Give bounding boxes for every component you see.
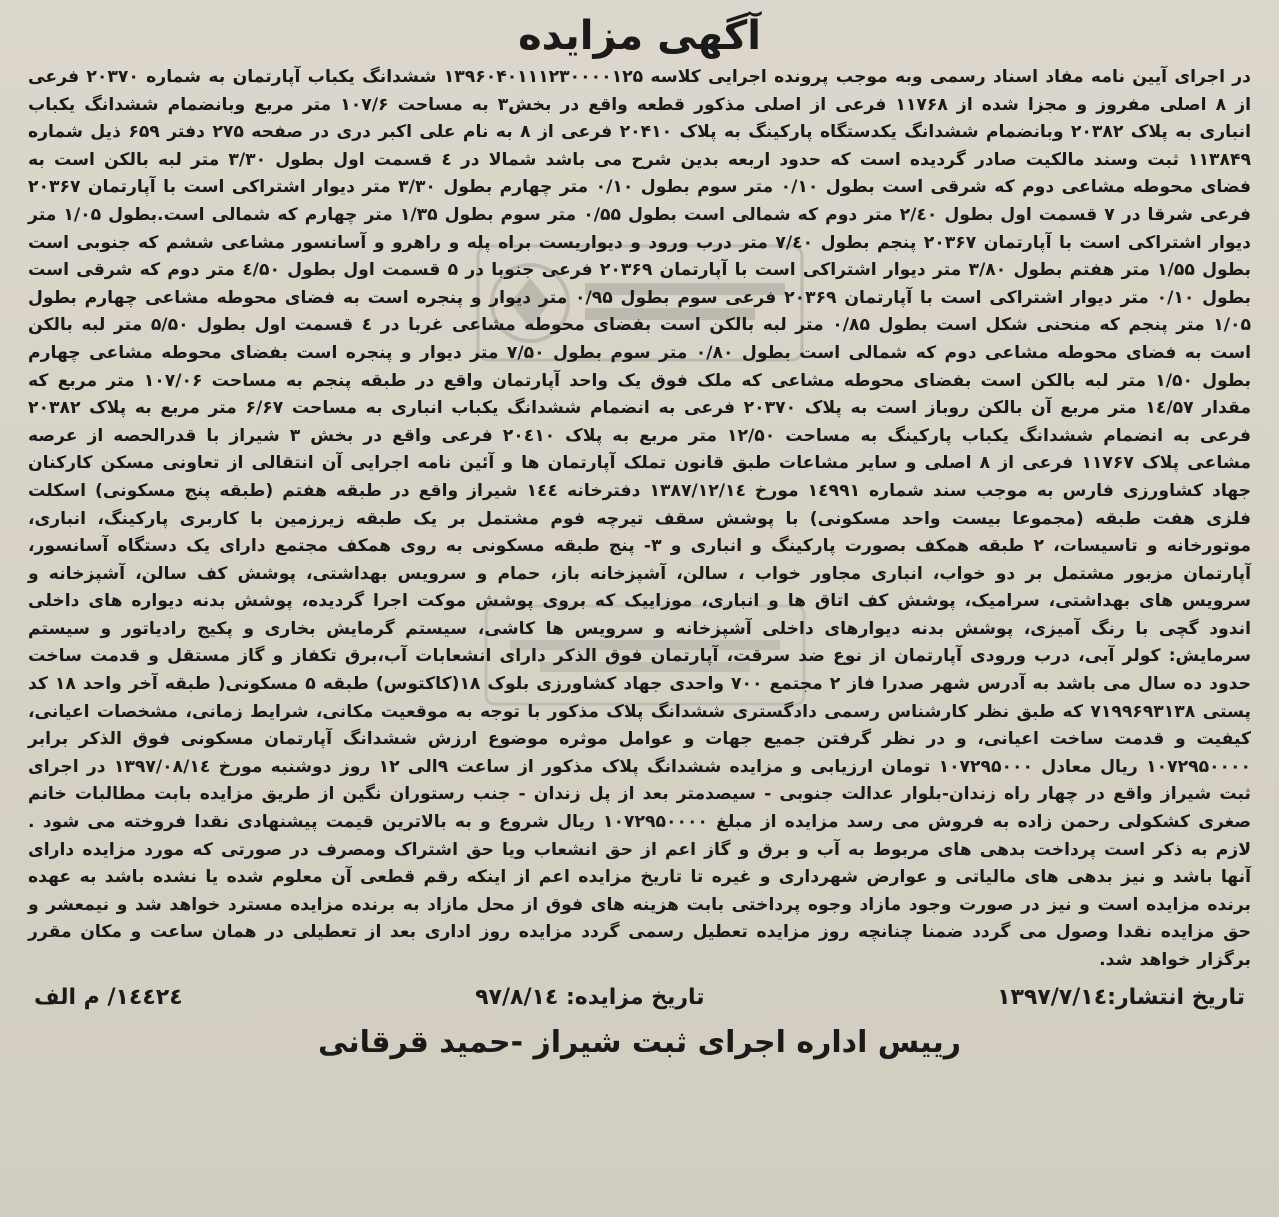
notice-footer: [28, 983, 1251, 1013]
notice-title: آگهی مزایده: [518, 13, 761, 59]
reference-number: ۱٤٤۲٤/ م الف: [34, 984, 183, 1010]
notice-body: در اجرای آیین نامه مفاد اسناد رسمی وبه موجب پرونده اجرایی کلاسه ۱۳۹۶۰۴۰۱۱۱۲۳۰۰۰۰۱۲۵ ششدانگ یکباب آپارتمان به شماره ۲۰۳۷۰ فرعی از ۸ اصلی مفروز و مجزا شده از ۱۱۷۶۸ فرعی از اصلی مذکور قطعه واقع در بخش۳ به مساحت ۱۰۷/۶ متر مربع وبانضمام ششدانگ یکباب انباری به پلاک ۲۰۳۸۲ وبانضمام ششدانگ یکدستگاه پارکینگ به پلاک ۲۰۴۱۰ فرعی از ۸ به نام علی اکبر دری در صفحه ۲۷۵ دفتر ۶۵۹ ذیل شماره ۱۱۳۸۴۹ ثبت وسند مالکیت صادر گردیده است که حدود اربعه بدین شرح می باشد شمالا در ٤ قسمت اول بطول ۳/۳۰ متر لبه بالکن است به فضای محوطه مشاعی دوم که شرقی است بطول ۰/۱۰ متر سوم بطول ۰/۱۰ متر چهارم بطول ۳/۳۰ متر دیوار اشتراکی است با آپارتمان ۲۰۳۶۷ فرعی شرقا در ۷ قسمت اول بطول ۲/٤۰ متر دوم که شمالی است بطول ۰/۵۵ متر سوم بطول ۱/۳۵ متر چهارم که شمالی است.بطول ۱/۰۵ متر دیوار اشتراکی است با آپارتمان ۲۰۳۶۷ پنجم بطول ۷/٤۰ متر درب ورود و دیواریست براه پله و راهرو و آسانسور مشاعی ششم که جنوبی است بطول ۱/۵۵ متر هفتم بطول ۳/۸۰ متر دیوار اشتراکی است با آپارتمان ۲۰۳۶۹ فرعی جنوبا در ۵ قسمت اول بطول ٤/۵۰ متر دوم که شرقی است بطول ۰/۱۰ متر دیوار اشتراکی است با آپارتمان ۲۰۳۶۹ فرعی سوم بطول ۰/۹۵ متر دیوار و پنجره است به فضای محوطه مشاعی چهارم بطول ۱/۰۵ متر پنجم که منحنی شکل است بطول ۰/۸۵ متر لبه بالکن است بفضای محوطه مشاعی غربا در ٤ قسمت اول بطول ۵/۵۰ متر لبه بالکن است به فضای محوطه مشاعی دوم که شمالی است بطول ۰/۸۰ متر سوم بطول ۷/۵۰ متر دیوار و پنجره است بفضای محوطه مشاعی چهارم بطول ۱/۵۰ متر لبه بالکن است بفضای محوطه مشاعی که ملک فوق یک واحد آپارتمان واقع در طبقه پنجم به مساحت ۱۰۷/۰۶ متر مربع که مقدار ۱٤/۵۷ متر مربع آن بالکن روباز است به پلاک ۲۰۳۷۰ فرعی به انضمام ششدانگ یکباب انباری به مساحت ۶/۶۷ متر مربع به پلاک ۲۰۳۸۲ فرعی به انضمام ششدانگ یکباب پارکینگ به مساحت ۱۲/۵۰ متر مربع به پلاک ۲۰٤۱۰ فرعی واقع در بخش ۳ شیراز با قدرالحصه از عرصه مشاعی پلاک ۱۱۷۶۷ فرعی از ۸ اصلی و سایر مشاعات طبق قانون تملک آپارتمان ها و آئین نامه اجرایی آن انتقالی از تعاونی مسکن کارکنان جهاد کشاورزی فارس به موجب سند شماره ۱٤۹۹۱ مورخ ۱۳۸۷/۱۲/۱٤ دفترخانه ۱٤٤ شیراز واقع در طبقه هفتم (طبقه پنج مسکونی) اسکلت فلزی هفت طبقه (مجموعا بیست واحد مسکونی) با پوشش سقف تیرچه فوم مشتمل بر یک طبقه زیرزمین با کاربری پارکینگ، انباری، موتورخانه و تاسیسات، ۲ طبقه همکف بصورت پارکینگ و انباری و ۳- پنج طبقه مسکونی به روی همکف مجتمع دارای یک دستگاه آسانسور، آپارتمان مزبور مشتمل بر دو خواب، انباری مجاور خواب ، سالن، آشپزخانه باز، حمام و سرویس بهداشتی، پوشش کف سالن، آشپزخانه و سرویس های بهداشتی، سرامیک، پوشش کف اتاق ها و انباری، موزاییک که بروی پوشش موکت اجرا گردیده، پوشش بدنه دیواره های داخلی اندود گچی با رنگ آمیزی، پوشش بدنه دیوارهای داخلی آشپزخانه و سرویس ها کاشی، سیستم گرمایش بخاری و پکیج رادیاتور و سیستم سرمایش: کولر آبی، درب ورودی آپارتمان از نوع ضد سرقت، آپارتمان فوق الذکر دارای انشعابات آب،برق تکفاز و گاز مستقل و قدمت ساخت حدود ده سال می باشد به آدرس شهر صدرا فاز ۲ مجتمع ۷۰۰ واحدی جهاد کشاورزی بلوک ۱۸(کاکتوس) طبقه ۵ مسکونی( طبقه آخر واحد ۱۸ کد پستی ۷۱۹۹۶۹۳۱۳۸ که طبق نظر کارشناس رسمی دادگستری ششدانگ پلاک مذکور با توجه به موقعیت مکانی، شرایط زمانی، مشخصات اعیانی، کیفیت و قدمت ساخت اعیانی، و در نظر گرفتن جمیع جهات و عوامل موثره موضوع ارزش ششدانگ آپارتمان مسکونی فوق الذکر برابر ۱۰۷۲۹۵۰۰۰۰ ریال معادل ۱۰۷۲۹۵۰۰۰ تومان ارزیابی و مزایده ششدانگ پلاک مذکور از ساعت ۹الی ۱۲ روز دوشنبه مورخ ۱۳۹۷/۰۸/۱٤ در اجرای ثبت شیراز واقع در چهار راه زندان-بلوار عدالت جنوبی - سیصدمتر بعد از پل زندان - جنب رستوران نگین از طریق مزایده بابت مطالبات خانم صغری کشکولی رحمن زاده به فروش می رسد مزایده از مبلغ ۱۰۷۲۹۵۰۰۰۰ ریال شروع و به بالاترین قیمت پیشنهادی نقدا فروخته می شود . لازم به ذکر است پرداخت بدهی های مربوط به آب و برق و گاز اعم از حق انشعاب ویا حق اشتراک ومصرف در صورتی که مورد مزایده دارای آنها باشد و نیز بدهی های مالیاتی و عوارض شهرداری و غیره تا تاریخ مزایده اعم از اینکه رقم قطعی آن معلوم شده یا نشده باشد به عهده برنده مزایده است و نیز در صورت وجود مازاد وجوه پرداختی بابت هزینه های فوق از محل مازاد به برنده مزایده مسترد خواهد شد و نیمعشر و حق مزایده نقدا وصول می گردد ضمنا چنانچه روز مزایده تعطیل رسمی گردد مزایده روز اداری بعد از تعطیلی در همان ساعت و مکان مقرر برگزار خواهد شد.: [28, 67, 1252, 970]
auction-date: تاریخ مزایده: ۹۷/۸/۱٤: [475, 984, 705, 1010]
signature-line: رییس اداره اجرای ثبت شیراز -حمید قرقانی: [318, 1024, 961, 1060]
publish-date: تاریخ انتشار:۱۳۹۷/۷/۱٤: [997, 984, 1245, 1010]
